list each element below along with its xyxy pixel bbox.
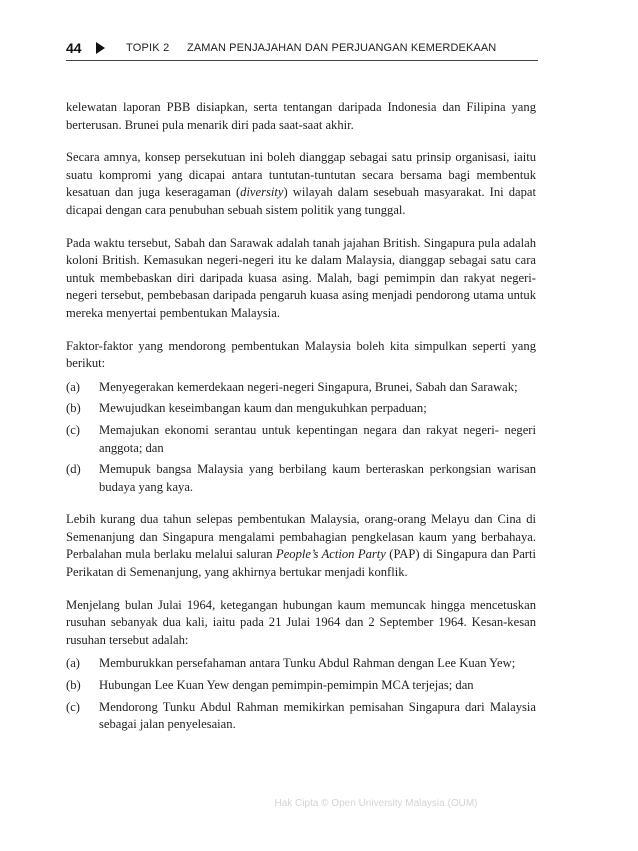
list-item-label: (c): [66, 422, 80, 437]
paragraph-1: kelewatan laporan PBB disiapkan, serta tentangan daripada Indonesia dan Filipina yang berterusan. Brunei pula menarik diri pada saat-saat akhir.: [66, 100, 536, 132]
emphasis-pap: People’s Action Party: [276, 547, 386, 562]
list-item-text: Memajukan ekonomi serantau untuk kepentingan negara dan rakyat negeri- negeri anggota; dan: [99, 422, 536, 455]
list-item: [66, 655, 536, 673]
paragraph-3: Pada waktu tersebut, Sabah dan Sarawak adalah tanah jajahan British. Singapura pula adalah koloni British. Kemasukan negeri-negeri itu ke dalam Malaysia, dianggap sebagai satu cara untuk membebaskan diri daripada kuasa asing. Malah, bagi pemimpin dan rakyat negeri-negeri tersebut, pembebasan daripada pengaruh kuasa asing menjadi pendorong utama untuk mereka menyertai pembentukan Malaysia.: [66, 235, 536, 320]
list-item: [66, 422, 536, 457]
factors-list: [66, 379, 536, 497]
paragraph-6: Menjelang bulan Julai 1964, ketegangan hubungan kaum memuncak hingga mencetuskan rusuhan sebanyak dua kali, iaitu pada 21 Julai 1964 dan 2 September 1964. Kesan-kesan rusuhan tersebut adalah:: [66, 597, 536, 647]
paragraph-4: Faktor-faktor yang mendorong pembentukan Malaysia boleh kita simpulkan seperti yang berikut:: [66, 338, 536, 371]
list-item: [66, 461, 536, 496]
paragraph-2: Secara amnya, konsep persekutuan ini boleh dianggap sebagai satu prinsip organisasi, iaitu suatu kompromi yang dicapai antara tuntutan-tuntutan secara bersama bagi membentuk kesatuan dan juga keseragaman (diversity) wilayah dalam sesebuah masyarakat. Ini dapat dicapai dengan cara penubuhan sebuah sistem politik yang tunggal.: [66, 150, 536, 217]
list-item-label: (a): [66, 379, 80, 394]
riot-effects-list: [66, 655, 536, 733]
list-item: [66, 677, 536, 695]
list-item-text: Hubungan Lee Kuan Yew dengan pemimpin-pemimpin MCA terjejas; dan: [99, 678, 474, 693]
list-item: [66, 400, 536, 418]
list-item: [66, 379, 536, 397]
page-body: [66, 99, 536, 749]
paragraph-5: Lebih kurang dua tahun selepas pembentukan Malaysia, orang-orang Melayu dan Cina di Semenanjung dan Singapura mengalami pembahagian pengkelasan kaum yang berbahaya. Perbalahan mula berlaku melalui saluran People’s Action Party (PAP) di Singapura dan Parti Perikatan di Semenanjung, yang akhirnya bertukar menjadi konflik.: [66, 512, 536, 580]
list-item-label: (a): [66, 656, 80, 671]
list-item-text: Memburukkan persefahaman antara Tunku Abdul Rahman dengan Lee Kuan Yew;: [99, 656, 516, 671]
chapter-title: ZAMAN PENJAJAHAN DAN PERJUANGAN KEMERDEKAAN: [187, 42, 497, 54]
list-item: [66, 699, 536, 734]
topic-label: TOPIK 2: [126, 42, 170, 54]
list-item-label: (d): [66, 462, 81, 477]
list-item-text: Memupuk bangsa Malaysia yang berbilang kaum berteraskan perkongsian warisan budaya yang kaya.: [99, 462, 536, 494]
list-item-text: Mewujudkan keseimbangan kaum dan mengukuhkan perpaduan;: [99, 401, 427, 416]
list-item-text: Mendorong Tunku Abdul Rahman memikirkan pemisahan Singapura dari Malaysia sebagai jalan penyelesaian.: [99, 699, 536, 732]
running-header: [66, 38, 538, 61]
copyright-footer: Hak Cipta © Open University Malaysia (OUM): [274, 798, 478, 809]
emphasis-diversity: diversity: [240, 185, 284, 200]
list-item-label: (c): [66, 699, 80, 714]
arrow-right-icon: [96, 42, 105, 54]
list-item-label: (b): [66, 401, 81, 416]
list-item-text: Menyegerakan kemerdekaan negeri-negeri Singapura, Brunei, Sabah dan Sarawak;: [99, 379, 518, 394]
page-number: 44: [66, 40, 82, 56]
list-item-label: (b): [66, 678, 81, 693]
